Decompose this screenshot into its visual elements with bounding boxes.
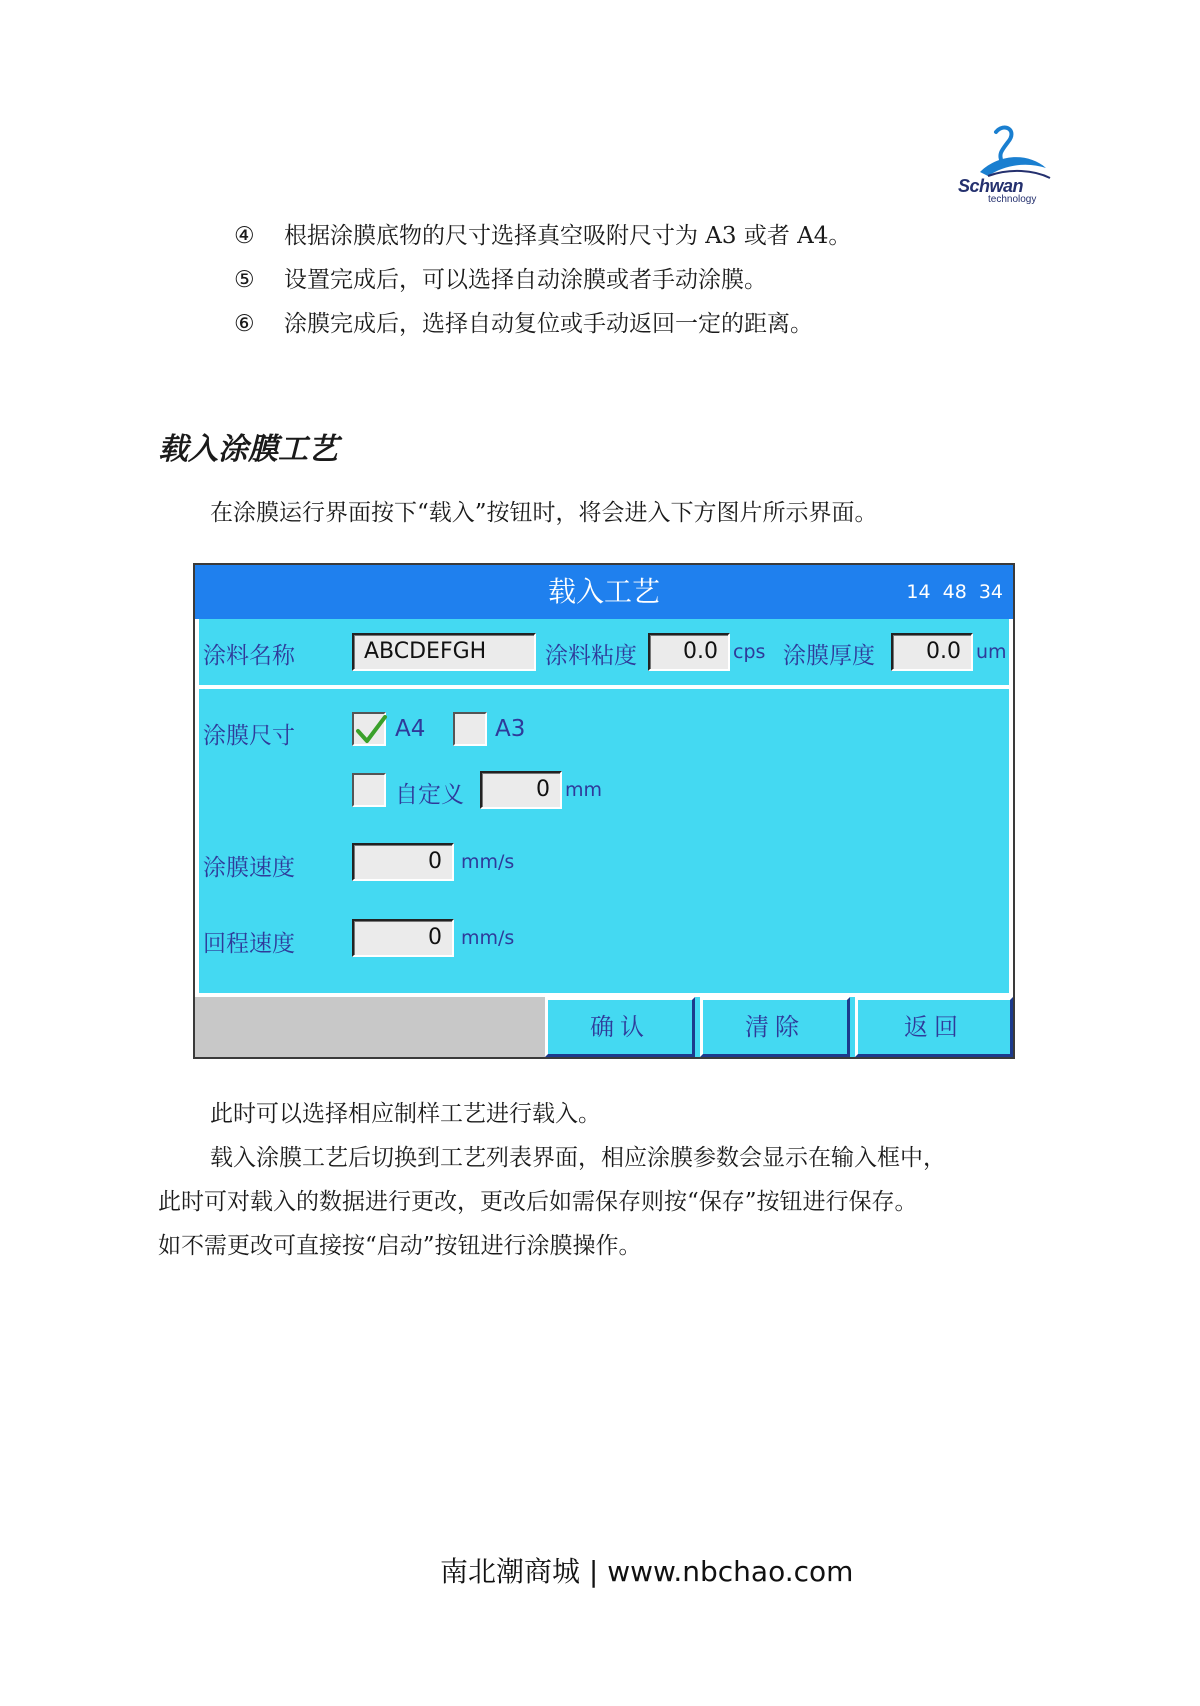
step-text: 设置完成后，可以选择自动涂膜或者手动涂膜。 (284, 267, 767, 293)
a4-label: A4 (395, 716, 426, 742)
clear-button[interactable]: 清除 (700, 997, 850, 1057)
viscosity-label: 涂料粘度 (545, 643, 637, 669)
checkmark-icon (354, 714, 388, 748)
coating-name-label: 涂料名称 (203, 643, 295, 669)
coating-size-label: 涂膜尺寸 (203, 723, 295, 749)
panel-border (195, 619, 199, 997)
coating-speed-input[interactable]: 0 (352, 843, 454, 881)
footer-blank-area (195, 997, 545, 1057)
coating-name-input[interactable]: ABCDEFGH (352, 633, 536, 671)
coating-speed-unit: mm/s (461, 851, 515, 873)
step-number: ④ (234, 223, 255, 249)
thickness-input[interactable]: 0.0 (891, 633, 973, 671)
a4-checkbox[interactable] (352, 712, 386, 746)
step-text: 根据涂膜底物的尺寸选择真空吸附尺寸为 A3 或者 A4。 (284, 223, 852, 249)
step-item (234, 220, 851, 252)
intro-paragraph: 在涂膜运行界面按下“载入”按钮时，将会进入下方图片所示界面。 (210, 500, 878, 526)
panel-border (1009, 619, 1013, 997)
after-paragraph-2-line: 此时可对载入的数据进行更改，更改后如需保存则按“保存”按钮进行保存。 (158, 1189, 918, 1215)
step-number: ⑥ (234, 311, 255, 337)
logo-subtitle: technology (988, 194, 1037, 205)
step-item (234, 264, 767, 296)
thickness-label: 涂膜厚度 (783, 643, 875, 669)
a3-label: A3 (495, 716, 526, 742)
after-paragraph-1: 此时可以选择相应制样工艺进行载入。 (210, 1101, 601, 1127)
step-number: ⑤ (234, 267, 255, 293)
after-paragraph-2-line: 如不需更改可直接按“启动”按钮进行涂膜操作。 (158, 1233, 642, 1259)
hmi-title: 载入工艺 (547, 575, 660, 608)
section-title: 载入涂膜工艺 (158, 432, 338, 467)
a3-checkbox[interactable] (453, 712, 487, 746)
thickness-unit: um (976, 641, 1007, 663)
hmi-clock: 14 48 34 (906, 581, 1003, 603)
custom-size-checkbox[interactable] (352, 773, 386, 807)
step-text: 涂膜完成后，选择自动复位或手动返回一定的距离。 (284, 311, 813, 337)
confirm-button[interactable]: 确认 (545, 997, 695, 1057)
return-speed-label: 回程速度 (203, 931, 295, 957)
return-speed-unit: mm/s (461, 927, 515, 949)
schwan-logo (958, 124, 1058, 210)
row-divider (195, 685, 1013, 689)
return-speed-input[interactable]: 0 (352, 919, 454, 957)
step-item (234, 308, 813, 340)
custom-size-label: 自定义 (395, 782, 464, 808)
custom-size-input[interactable]: 0 (480, 771, 562, 809)
footer-watermark[interactable]: 南北潮商城 | www.nbchao.com (440, 1555, 854, 1588)
swan-logo-icon (958, 124, 1058, 184)
viscosity-unit: cps (733, 641, 766, 663)
after-paragraph-2-line: 载入涂膜工艺后切换到工艺列表界面，相应涂膜参数会显示在输入框中， (210, 1145, 946, 1171)
coating-speed-label: 涂膜速度 (203, 855, 295, 881)
hmi-header (195, 565, 1013, 619)
back-button[interactable]: 返回 (855, 997, 1013, 1057)
viscosity-input[interactable]: 0.0 (648, 633, 730, 671)
custom-size-unit: mm (565, 779, 603, 801)
logo-word: Schwan (958, 176, 1024, 196)
hmi-screen (193, 563, 1015, 1059)
